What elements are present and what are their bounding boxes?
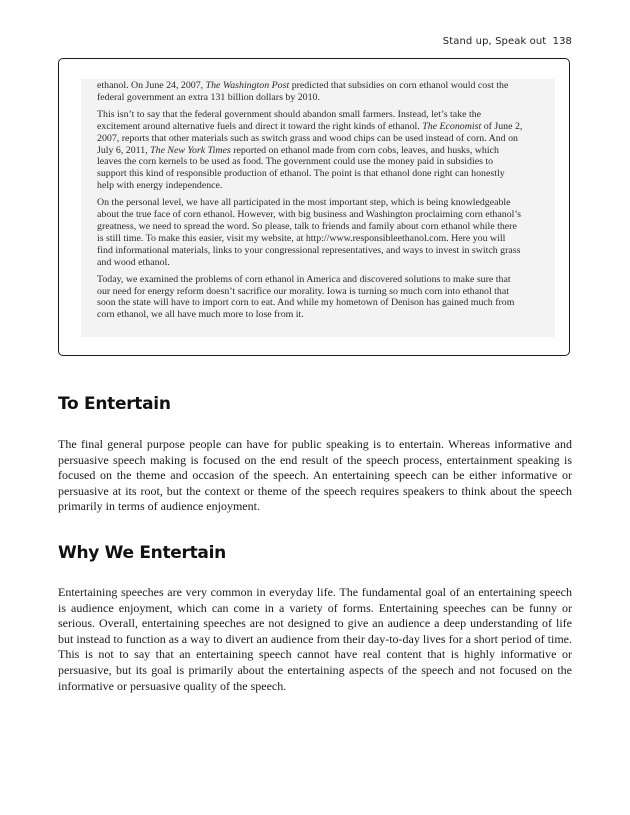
excerpt-paragraph-1 <box>97 80 523 104</box>
excerpt-p3-text-a: On the personal level, we have all participated in the most important step, which is being knowledgeable about the true face of corn ethanol. However, with big business and Washington proclaiming corn ethanol’s greatness, we need to spread the word. So please, talk to friends and family about corn ethanol while there is still time. To make this easier, visit my website, at <box>97 197 521 244</box>
running-title: Stand up, Speak out <box>442 36 547 47</box>
why-we-entertain-paragraph: Entertaining speeches are very common in everyday life. The fundamental goal of an entertaining speech is audience enjoyment, which can come in a variety of forms. Entertaining speeches can be funny or serious. Overall, entertaining speeches are not designed to give an audience a deep understanding of life but instead to function as a way to divert an audience from their day-to-day lives for a short period of time. This is not to say that an entertaining speech cannot have real content that is highly informative or persuasive, but its goal is primarily about the entertaining aspects of the speech and not focused on the informative or persuasive quality of the speech. <box>58 585 572 693</box>
excerpt-p2-publication-2: The New York Times <box>150 144 231 156</box>
speech-excerpt-text <box>97 80 523 326</box>
excerpt-p2-text-c: of June 2, 2007, reports that other materials such as switch grass and wood chips can be used instead of corn. And on July 6, 2011, <box>97 120 523 156</box>
excerpt-p2-text-e: reported on ethanol made from corn cobs, leaves, and husks, which leaves the corn kernels to be used as food. The government could use the money paid in subsidies to support this kind of responsible production of ethanol. The point is that ethanol done right can honestly help with energy independence. <box>97 144 505 192</box>
excerpt-p1-text-a: ethanol. On June 24, 2007, <box>97 80 206 91</box>
heading-why-we-entertain: Why We Entertain <box>58 543 226 563</box>
excerpt-p1-publication: The Washington Post <box>205 80 290 91</box>
running-header <box>440 36 572 47</box>
excerpt-paragraph-2 <box>97 109 523 192</box>
speech-excerpt-box <box>58 58 570 356</box>
heading-to-entertain: To Entertain <box>58 394 171 414</box>
website-link[interactable]: http://www.responsibleethanol.com <box>305 232 447 244</box>
excerpt-paragraph-4: Today, we examined the problems of corn ethanol in America and discovered solutions to make sure that our need for energy reform doesn’t sacrifice our morality. Iowa is turning so much corn into ethanol that soon the state will have to import corn to eat. And while my hometown of Denison has gained much from corn ethanol, we all have much more to lose from it. <box>97 273 515 321</box>
to-entertain-paragraph: The final general purpose people can have for public speaking is to entertain. Whereas informative and persuasive speech making is focused on the end result of the speech process, entertainment speaking is focused on the theme and occasion of the speech. An entertaining speech can be either informative or persuasive at its root, but the context or theme of the speech requires speakers to think about the speech primarily in terms of audience enjoyment. <box>58 437 572 514</box>
excerpt-p2-text-a: This isn’t to say that the federal government should abandon small farmers. Instead, let’s take the excitement around alternative fuels and direct it toward the right kinds of ethanol. <box>97 108 482 132</box>
excerpt-paragraph-3 <box>97 197 523 268</box>
page-number: 138 <box>552 36 572 47</box>
excerpt-p2-publication-1: The Economist <box>422 120 482 132</box>
excerpt-p3-text-b: . Here you will find informational materials, links to your congressional representatives, and ways to invest in switch grass and wood ethanol. <box>97 232 521 268</box>
excerpt-p1-text-c: predicted that subsidies on corn ethanol would cost the federal government an extra 131 billion dollars by 2010. <box>97 80 509 103</box>
